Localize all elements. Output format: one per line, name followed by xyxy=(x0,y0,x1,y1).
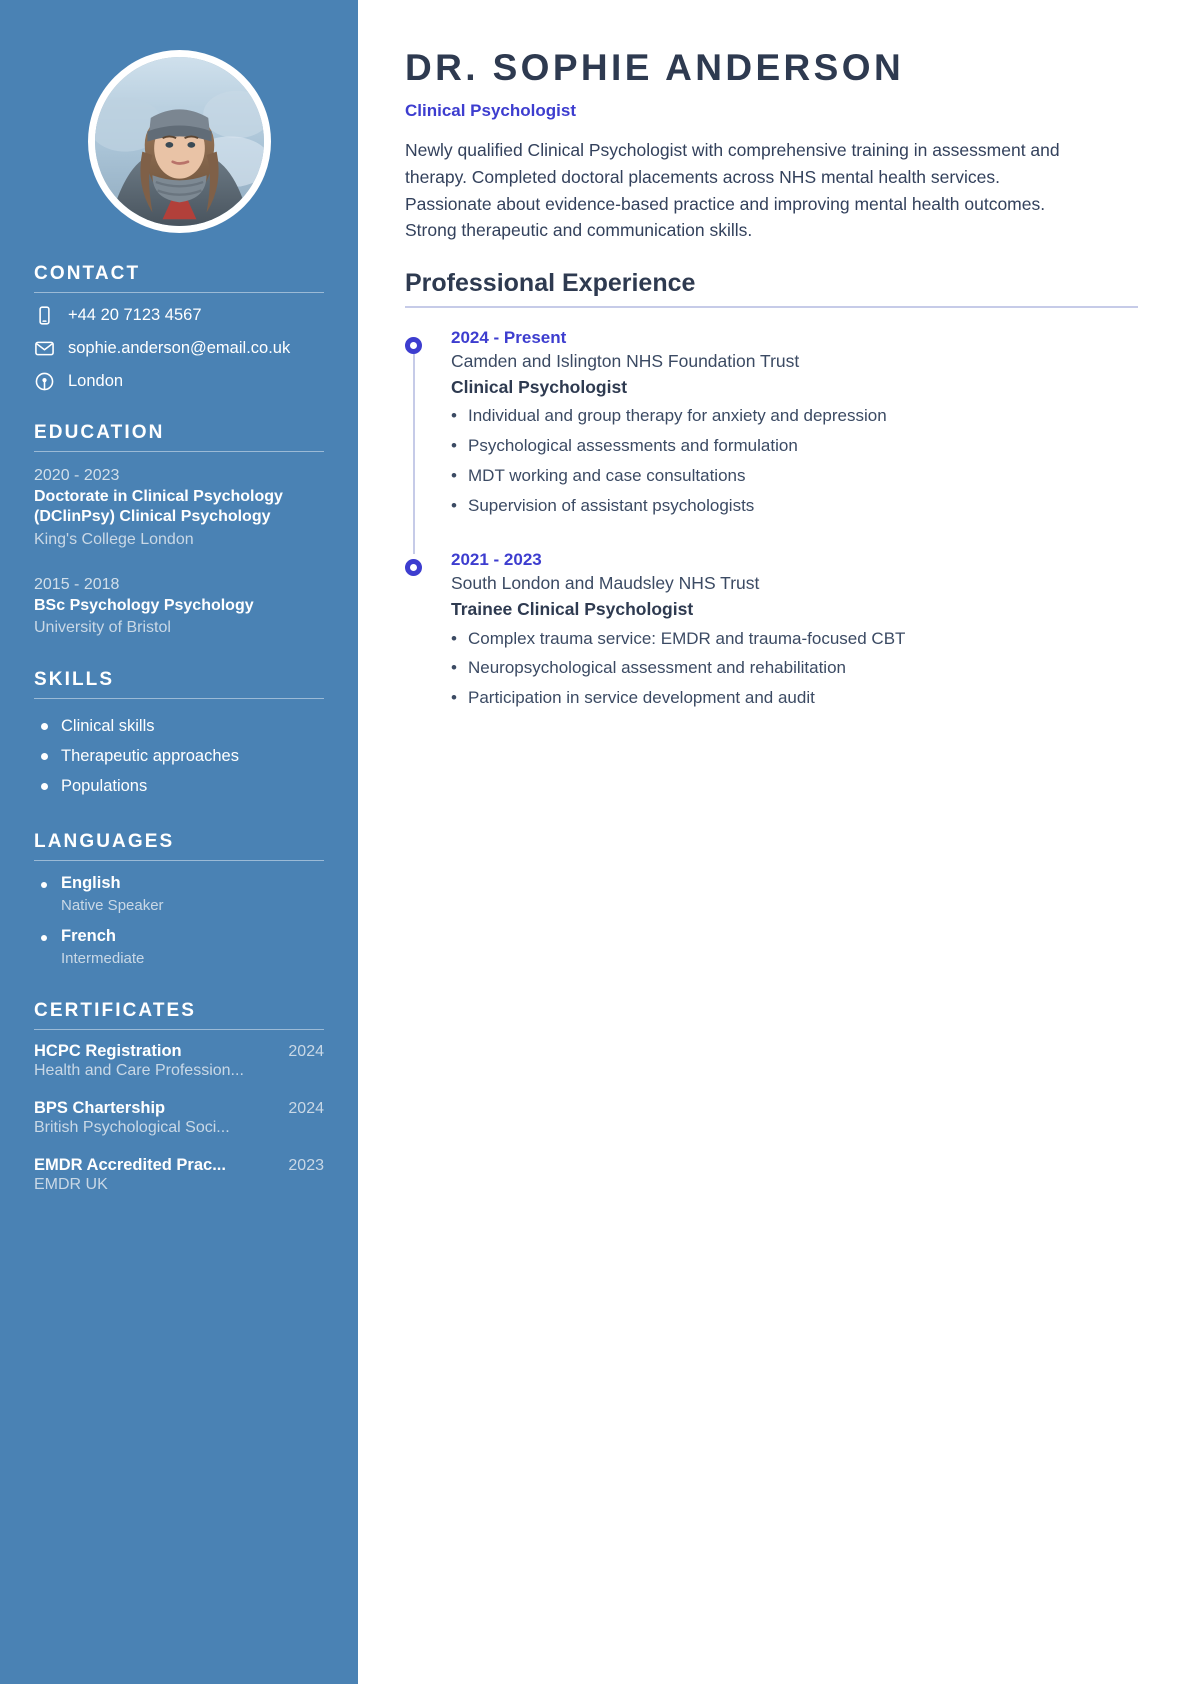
experience-timeline xyxy=(405,326,1138,713)
certificate-header xyxy=(34,1099,324,1118)
experience-item xyxy=(451,326,1138,521)
certificate-item xyxy=(34,1099,324,1137)
certificate-year: 2024 xyxy=(288,1043,324,1061)
certificate-name: HCPC Registration xyxy=(34,1042,182,1061)
divider xyxy=(34,451,324,452)
list-item: • Complex trauma service: EMDR and trauma-focused CBT xyxy=(451,624,1138,654)
contact-location[interactable] xyxy=(34,371,324,392)
page-title: DR. SOPHIE ANDERSON xyxy=(405,47,905,88)
list-item: • Individual and group therapy for anxiety and depression xyxy=(451,401,1138,431)
education-section xyxy=(34,422,324,639)
certificate-header xyxy=(34,1156,324,1175)
job-role-subtitle: Clinical Psychologist xyxy=(405,101,576,121)
contact-section xyxy=(34,263,324,392)
language-level: Native Speaker xyxy=(61,896,164,914)
experience-organization: South London and Maudsley NHS Trust xyxy=(451,573,760,594)
avatar xyxy=(88,50,271,233)
divider xyxy=(34,292,324,293)
certificates-section xyxy=(34,1000,324,1194)
certificates-heading: CERTIFICATES xyxy=(34,1000,197,1022)
list-item: • Participation in service development and audit xyxy=(451,683,1138,713)
experience-organization: Camden and Islington NHS Foundation Trust xyxy=(451,351,800,372)
list-item: Populations xyxy=(34,771,324,801)
profile-photo-icon xyxy=(95,57,264,226)
skills-section xyxy=(34,669,324,801)
education-item xyxy=(34,464,324,551)
contact-phone[interactable] xyxy=(34,305,324,326)
timeline-marker-icon xyxy=(405,337,422,354)
education-school: University of Bristol xyxy=(34,619,171,637)
list-item: • Neuropsychological assessment and rehabilitation xyxy=(451,653,1138,683)
education-degree: Doctorate in Clinical Psychology (DClinPsy) Clinical Psychology xyxy=(34,488,283,526)
professional-summary: Newly qualified Clinical Psychologist with comprehensive training in assessment and therapy. Completed doctoral placements across NHS mental health services. Passionate about evidence-based practice and improving mental health outcomes. Strong therapeutic and communication skills. xyxy=(405,140,1060,241)
education-degree: BSc Psychology Psychology xyxy=(34,596,254,614)
skills-list xyxy=(34,711,324,801)
contact-phone-value: +44 20 7123 4567 xyxy=(68,306,202,324)
education-school: King's College London xyxy=(34,530,194,548)
languages-section xyxy=(34,831,324,970)
experience-bullets xyxy=(451,401,1138,521)
list-item xyxy=(34,926,324,970)
main-content xyxy=(358,0,1190,1684)
certificate-org: British Psychological Soci... xyxy=(34,1119,230,1137)
list-item: Clinical skills xyxy=(34,711,324,741)
certificate-org: Health and Care Profession... xyxy=(34,1062,244,1080)
language-name: French xyxy=(61,927,117,946)
contact-email-value: sophie.anderson@email.co.uk xyxy=(68,339,291,357)
certificate-item xyxy=(34,1156,324,1194)
list-item: • MDT working and case consultations xyxy=(451,461,1138,491)
list-item: • Psychological assessments and formulation xyxy=(451,431,1138,461)
envelope-icon xyxy=(34,338,55,359)
language-level: Intermediate xyxy=(61,949,145,967)
certificate-year: 2023 xyxy=(288,1157,324,1175)
skills-heading: SKILLS xyxy=(34,669,115,691)
certificate-name: BPS Chartership xyxy=(34,1099,166,1118)
education-item xyxy=(34,573,324,640)
list-item: • Supervision of assistant psychologists xyxy=(451,491,1138,521)
avatar-container xyxy=(34,50,324,233)
divider xyxy=(405,306,1138,308)
education-heading: EDUCATION xyxy=(34,422,165,443)
divider xyxy=(34,860,324,861)
contact-location-value: London xyxy=(68,372,124,390)
education-date: 2020 - 2023 xyxy=(34,467,120,484)
divider xyxy=(34,1029,324,1030)
certificate-org: EMDR UK xyxy=(34,1176,108,1194)
timeline-marker-icon xyxy=(405,559,422,576)
experience-date: 2021 - 2023 xyxy=(451,549,542,569)
experience-date: 2024 - Present xyxy=(451,327,567,347)
education-date: 2015 - 2018 xyxy=(34,575,120,593)
phone-icon xyxy=(34,305,55,326)
experience-title: Trainee Clinical Psychologist xyxy=(451,599,694,620)
timeline-connector xyxy=(413,354,415,554)
certificate-header xyxy=(34,1042,324,1061)
list-item xyxy=(34,873,324,917)
experience-item xyxy=(451,548,1138,713)
contact-email[interactable] xyxy=(34,338,324,359)
experience-title: Clinical Psychologist xyxy=(451,377,628,398)
divider xyxy=(34,698,324,699)
languages-heading: LANGUAGES xyxy=(34,831,175,853)
contact-heading: CONTACT xyxy=(34,263,141,284)
experience-heading: Professional Experience xyxy=(405,268,696,297)
location-pin-icon xyxy=(34,371,55,392)
certificate-year: 2024 xyxy=(288,1100,324,1118)
certificate-name: EMDR Accredited Prac... xyxy=(34,1156,226,1175)
languages-list xyxy=(34,873,324,970)
experience-bullets xyxy=(451,624,1138,714)
sidebar xyxy=(0,0,358,1684)
certificate-item xyxy=(34,1042,324,1080)
list-item: Therapeutic approaches xyxy=(34,741,324,771)
language-name: English xyxy=(61,874,121,893)
